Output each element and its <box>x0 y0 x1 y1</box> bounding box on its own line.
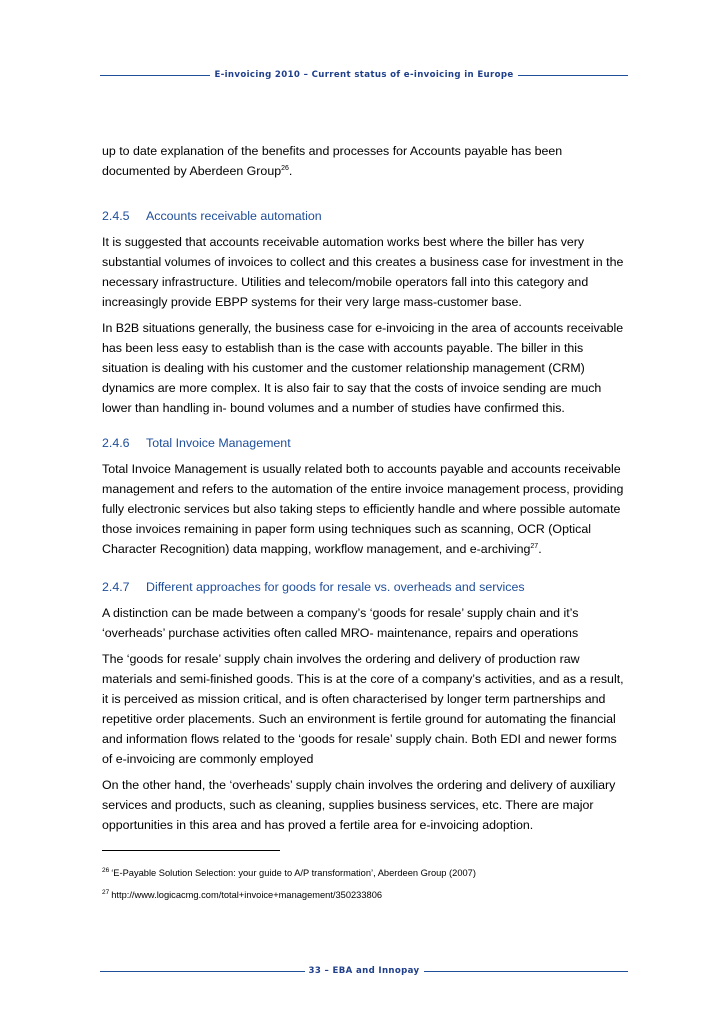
footnote-number: 27 <box>102 889 110 896</box>
header-title: E-invoicing 2010 – Current status of e-invoicing in Europe <box>214 70 514 80</box>
paragraph: It is suggested that accounts receivable automation works best where the biller has very substantial volumes of invoices to collect and this creates a business case for investment in the necessary infrastructure. Utilities and telecom/mobile operators fall into this category and increasingly provide EBPP systems for their very large mass-customer base. <box>102 235 624 309</box>
paragraph: Total Invoice Management is usually related both to accounts payable and accounts receivable management and refers to the automation of the entire invoice management process, providing fully electronic services but also taking steps to efficiently handle and where possible automate those invoices remaining in paper form using techniques such as scanning, OCR (Optical Character Recognition) data mapping, workflow management, and e-archiving$^{27}$. <box>102 462 624 556</box>
footnote-text: ‘E-Payable Solution Selection: your guide to A/P transformation’, Aberdeen Group (2007) <box>111 868 476 878</box>
section-2-4-6 <box>102 433 628 559</box>
page-footer <box>100 966 628 976</box>
footer-text: 33 – EBA and Innopay <box>308 966 420 976</box>
intro-paragraph: up to date explanation of the benefits and processes for Accounts payable has been documented by Aberdeen Group$^{26}$. <box>102 144 563 178</box>
page-header <box>100 70 628 80</box>
footer-rule-right <box>424 971 629 972</box>
paragraph: On the other hand, the ‘overheads’ supply chain involves the ordering and delivery of auxiliary services and products, such as cleaning, supplies business services, etc. There are major opportunities in this area and has proved a fertile area for e-invoicing adoption. <box>102 778 616 832</box>
footer-rule-left <box>100 971 305 972</box>
header-rule-left <box>100 75 210 76</box>
section-heading: 2.4.5 Accounts receivable automation <box>102 209 322 223</box>
footnote-ref-27[interactable]: 27 <box>530 543 539 550</box>
footnote-27 <box>102 889 382 901</box>
footnote-ref-26[interactable]: 26 <box>281 165 289 172</box>
section-heading: 2.4.6 Total Invoice Management <box>102 436 291 450</box>
paragraph: A distinction can be made between a company’s ‘goods for resale’ supply chain and it’s ‘overheads’ purchase activities often called MRO- maintenance, repairs and operations <box>102 606 579 640</box>
footnote-link[interactable]: http://www.logicacmg.com/total+invoice+management/350233806 <box>111 890 383 900</box>
footnote-number: 26 <box>102 867 110 874</box>
footnote-separator <box>102 850 280 851</box>
section-2-4-5 <box>102 206 628 418</box>
paragraph: In B2B situations generally, the business case for e-invoicing in the area of accounts receivable has been less easy to establish than is the case with accounts payable. The biller in this situation is dealing with his customer and the customer relationship management (CRM) dynamics are more complex. It is also fair to say that the costs of invoice sending are much lower than handling in- bound volumes and a number of studies have confirmed this. <box>102 321 624 415</box>
section-heading: 2.4.7 Different approaches for goods for resale vs. overheads and services <box>102 580 525 594</box>
section-2-4-7 <box>102 577 628 835</box>
header-rule-right <box>518 75 628 76</box>
footnote-26 <box>102 867 476 879</box>
paragraph: The ‘goods for resale’ supply chain involves the ordering and delivery of production raw materials and semi-finished goods. This is at the core of a company’s activities, and as a result, it is perceived as mission critical, and is often characterised by longer term partnerships and repetitive order placements. Such an environment is fertile ground for automating the financial and information flows related to the ‘goods for resale’ supply chain. Both EDI and newer forms of e-invoicing are commonly employed <box>102 652 624 766</box>
